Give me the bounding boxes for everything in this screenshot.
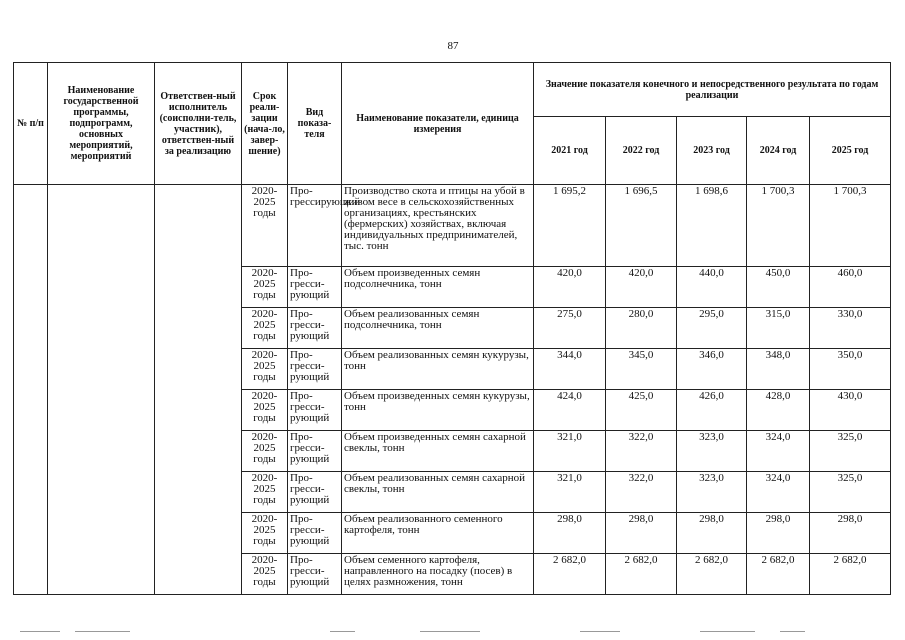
cell-value: 420,0 — [534, 267, 606, 308]
header-year: 2024 год — [747, 117, 810, 185]
cell-value: 324,0 — [747, 431, 810, 472]
cell-period: 2020-2025 годы — [242, 308, 288, 349]
cell-kind: Про-гресси-рующий — [288, 349, 342, 390]
header-year: 2021 год — [534, 117, 606, 185]
cell-value: 298,0 — [534, 513, 606, 554]
cell-value: 2 682,0 — [747, 554, 810, 595]
cell-indicator-name: Объем реализованных семян кукурузы, тонн — [342, 349, 534, 390]
cell-period: 2020-2025 годы — [242, 431, 288, 472]
cell-value: 1 698,6 — [677, 185, 747, 267]
cell-value: 1 700,3 — [747, 185, 810, 267]
cell-value: 1 700,3 — [810, 185, 891, 267]
header-year: 2025 год — [810, 117, 891, 185]
page-number: 87 — [447, 40, 459, 52]
cell-period: 2020-2025 годы — [242, 267, 288, 308]
cell-period: 2020-2025 годы — [242, 349, 288, 390]
header-values-group: Значение показателя конечного и непосредственного результата по годам реализации — [534, 63, 891, 117]
cell-value: 1 696,5 — [606, 185, 677, 267]
cell-value: 324,0 — [747, 472, 810, 513]
cell-value: 2 682,0 — [534, 554, 606, 595]
cell-value: 330,0 — [810, 308, 891, 349]
cell-value: 426,0 — [677, 390, 747, 431]
table-row — [14, 185, 891, 267]
cell-kind: Про-гресси-рующий — [288, 267, 342, 308]
cell-value: 424,0 — [534, 390, 606, 431]
cell-kind: Про-гресси-рующий — [288, 431, 342, 472]
header-year: 2022 год — [606, 117, 677, 185]
cell-kind: Про-гресси-рующий — [288, 554, 342, 595]
cell-kind: Про-гресси-рующий — [288, 390, 342, 431]
cell-value: 321,0 — [534, 472, 606, 513]
scan-mark — [580, 631, 620, 632]
cell-kind: Про-гресси-рующий — [288, 513, 342, 554]
cell-value: 322,0 — [606, 431, 677, 472]
cell-value: 323,0 — [677, 472, 747, 513]
cell-period: 2020-2025 годы — [242, 185, 288, 267]
cell-value: 430,0 — [810, 390, 891, 431]
cell-period: 2020-2025 годы — [242, 472, 288, 513]
cell-value: 321,0 — [534, 431, 606, 472]
cell-value: 350,0 — [810, 349, 891, 390]
scan-mark — [700, 631, 755, 632]
cell-value: 348,0 — [747, 349, 810, 390]
cell-value: 440,0 — [677, 267, 747, 308]
indicators-table — [13, 62, 891, 595]
scan-mark — [330, 631, 355, 632]
cell-value: 460,0 — [810, 267, 891, 308]
cell-value: 450,0 — [747, 267, 810, 308]
cell-period: 2020-2025 годы — [242, 390, 288, 431]
cell-value: 322,0 — [606, 472, 677, 513]
header-number: № п/п — [14, 63, 48, 185]
cell-indicator-name: Объем произведенных семян сахарной свеклы, тонн — [342, 431, 534, 472]
cell-value: 2 682,0 — [810, 554, 891, 595]
cell-indicator-name: Объем произведенных семян кукурузы, тонн — [342, 390, 534, 431]
scan-mark — [780, 631, 805, 632]
cell-value: 325,0 — [810, 431, 891, 472]
cell-value: 346,0 — [677, 349, 747, 390]
cell-indicator-name: Объем реализованного семенного картофеля, тонн — [342, 513, 534, 554]
cell-executor-empty — [155, 185, 242, 595]
cell-value: 298,0 — [606, 513, 677, 554]
cell-value: 323,0 — [677, 431, 747, 472]
cell-kind: Про-грессирующий — [288, 185, 342, 267]
cell-value: 345,0 — [606, 349, 677, 390]
cell-indicator-name: Производство скота и птицы на убой в живом весе в сельскохозяйственных организациях, крестьянских (фермерских) хозяйствах, включая индивидуальных предпринимателей, тыс. тонн — [342, 185, 534, 267]
cell-indicator-name: Объем произведенных семян подсолнечника, тонн — [342, 267, 534, 308]
header-executor: Ответствен-ный исполнитель (соисполни-тель, участник), ответствен-ный за реализацию — [155, 63, 242, 185]
cell-period: 2020-2025 годы — [242, 554, 288, 595]
cell-program-empty — [48, 185, 155, 595]
cell-value: 275,0 — [534, 308, 606, 349]
cell-indicator-name: Объем семенного картофеля, направленного на посадку (посев) в целях размножения, тонн — [342, 554, 534, 595]
scan-mark — [420, 631, 480, 632]
cell-value: 344,0 — [534, 349, 606, 390]
scan-mark — [20, 631, 60, 632]
cell-value: 420,0 — [606, 267, 677, 308]
header-indicator: Наименование показатели, единица измерения — [342, 63, 534, 185]
cell-value: 1 695,2 — [534, 185, 606, 267]
header-year: 2023 год — [677, 117, 747, 185]
scan-edge-marks — [0, 631, 905, 635]
cell-kind: Про-гресси-рующий — [288, 308, 342, 349]
cell-value: 298,0 — [677, 513, 747, 554]
cell-value: 315,0 — [747, 308, 810, 349]
cell-value: 298,0 — [747, 513, 810, 554]
header-period: Срок реали-зации (нача-ло, завер-шение) — [242, 63, 288, 185]
scan-mark — [75, 631, 130, 632]
cell-value: 280,0 — [606, 308, 677, 349]
cell-kind: Про-гресси-рующий — [288, 472, 342, 513]
cell-value: 298,0 — [810, 513, 891, 554]
cell-indicator-name: Объем реализованных семян подсолнечника, тонн — [342, 308, 534, 349]
cell-period: 2020-2025 годы — [242, 513, 288, 554]
header-program: Наименование государственной программы, подпрограмм, основных мероприятий, мероприятий — [48, 63, 155, 185]
cell-value: 325,0 — [810, 472, 891, 513]
cell-value: 2 682,0 — [606, 554, 677, 595]
cell-indicator-name: Объем реализованных семян сахарной свеклы, тонн — [342, 472, 534, 513]
cell-value: 425,0 — [606, 390, 677, 431]
cell-value: 428,0 — [747, 390, 810, 431]
cell-value: 295,0 — [677, 308, 747, 349]
cell-value: 2 682,0 — [677, 554, 747, 595]
header-kind: Вид показа-теля — [288, 63, 342, 185]
cell-number-empty — [14, 185, 48, 595]
